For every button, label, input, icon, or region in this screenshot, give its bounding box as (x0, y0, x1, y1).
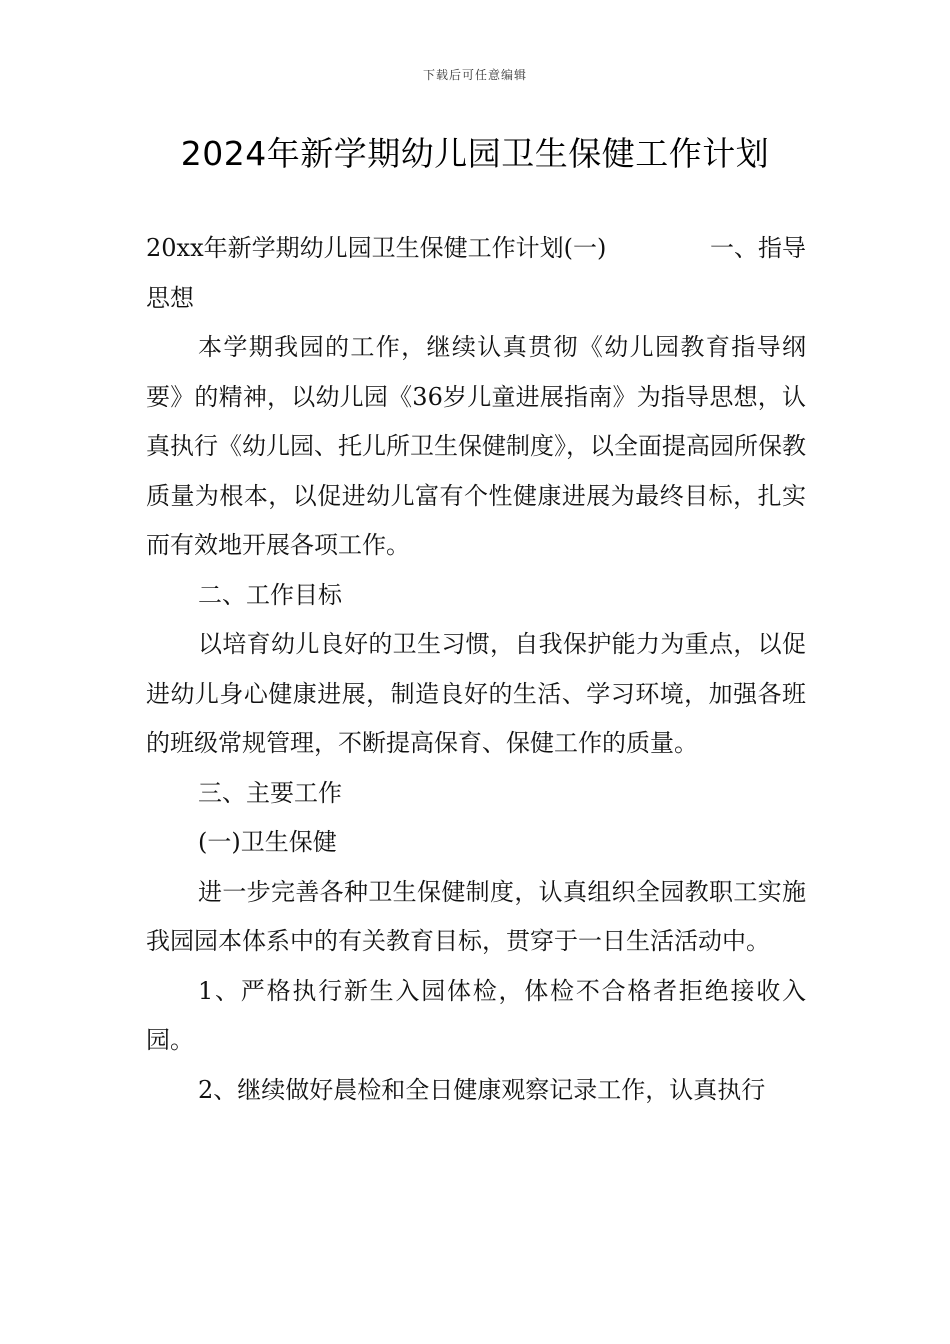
document-title: 2024年新学期幼儿园卫生保健工作计划 (180, 134, 770, 173)
section-heading-1-end: 思想 (146, 283, 194, 312)
intro-line (146, 224, 806, 274)
intro-heading: 20xx年新学期幼儿园卫生保健工作计划(一) (146, 234, 607, 262)
list-item-1: 1、严格执行新生入园体检，体检不合格者拒绝接收入园。 (146, 976, 806, 1054)
paragraph-guiding-thought: 本学期我园的工作，继续认真贯彻《幼儿园教育指导纲要》的精神，以幼儿园《36岁儿童进展指南》为指导思想，认真执行《幼儿园、托儿所卫生保健制度》，以全面提高园所保教质量为根本，以促进幼儿富有个性健康进展为最终目标，扎实而有效地开展各项工作。 (146, 333, 806, 559)
paragraph-work-goals: 以培育幼儿良好的卫生习惯，自我保护能力为重点，以促进幼儿身心健康进展，制造良好的生活、学习环境，加强各班的班级常规管理，不断提高保育、保健工作的质量。 (146, 630, 806, 757)
section-heading-1-start: 一、指导 (710, 234, 806, 262)
paragraph-hygiene-intro: 进一步完善各种卫生保健制度，认真组织全园教职工实施我园园本体系中的有关教育目标，贯穿于一日生活活动中。 (146, 877, 806, 955)
section-heading-2: 二、工作目标 (198, 580, 342, 609)
header-note: 下载后可任意编辑 (422, 68, 527, 82)
section-heading-3: 三、主要工作 (198, 778, 342, 807)
list-item-2: 2、继续做好晨检和全日健康观察记录工作，认真执行 (198, 1075, 766, 1104)
document-body (146, 224, 806, 1115)
subsection-heading-hygiene: (一)卫生保健 (198, 828, 337, 856)
